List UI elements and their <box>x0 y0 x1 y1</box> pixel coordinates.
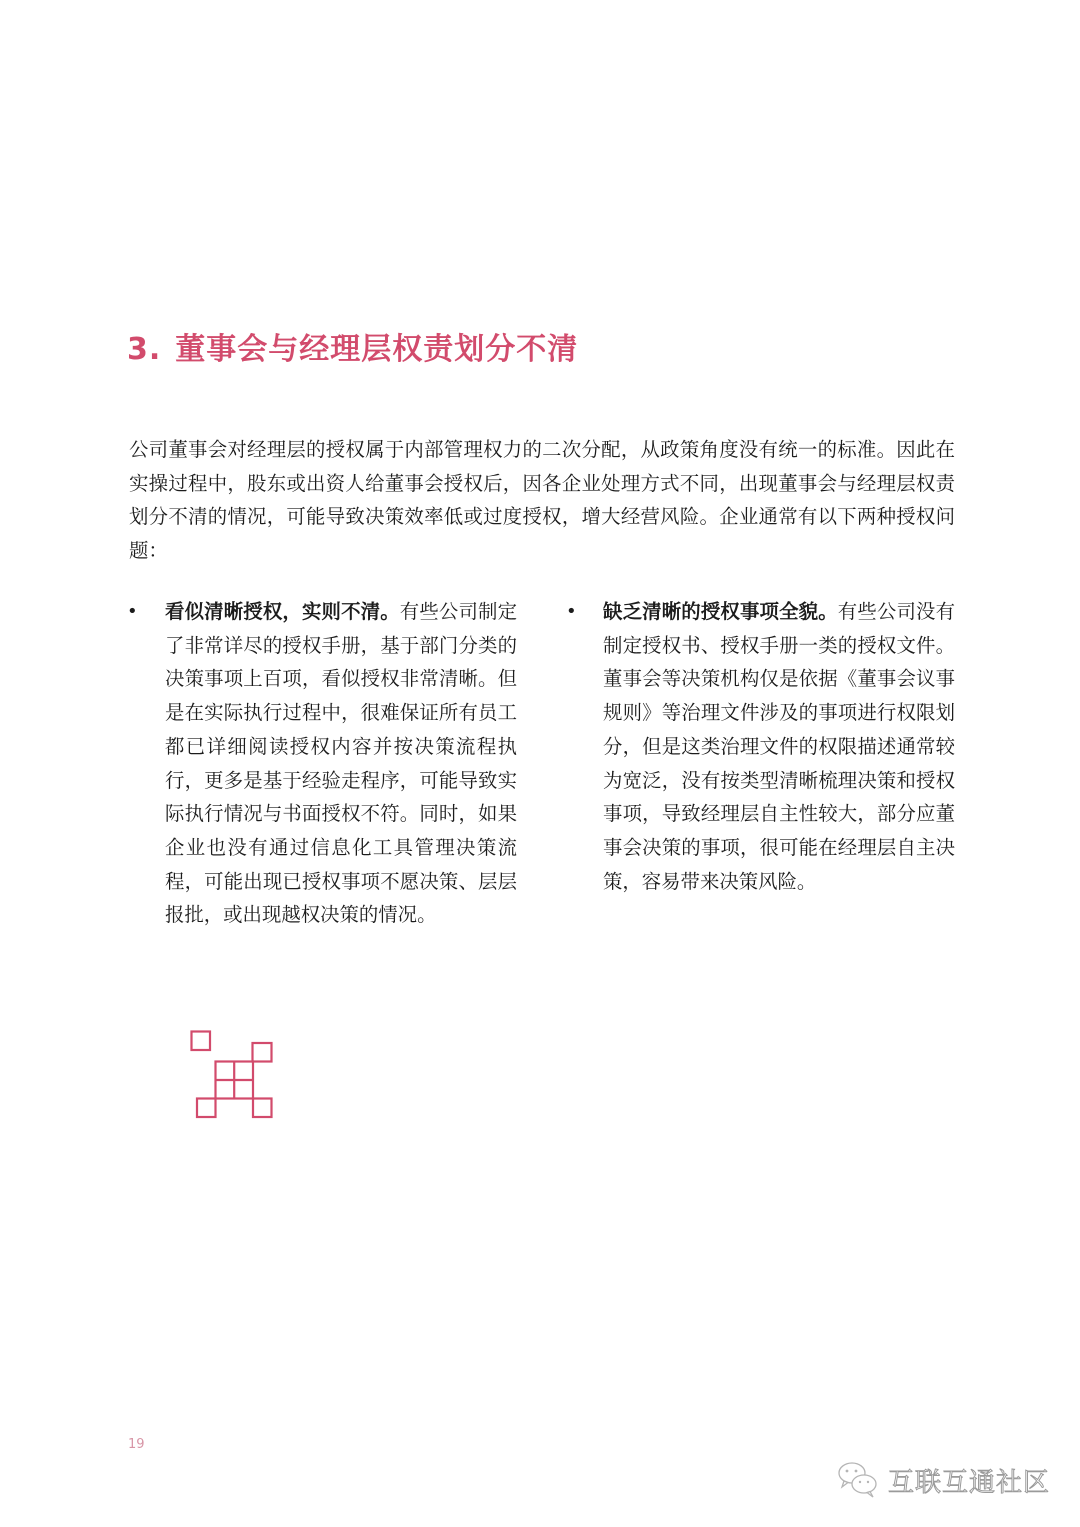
bullet-marker: • <box>566 601 577 622</box>
bullet-text: 有些公司制定了非常详尽的授权手册，基于部门分类的决策事项上百项，看似授权非常清晰。但是在实际执行过程中，很难保证所有员工都已详细阅读授权内容并按决策流程执行，更多是基于经验走程序，可能导致实际执行情况与书面授权不符。同时，如果企业也没有通过信息化工具管理决策流程，可能出现已授权事项不愿决策、层层报批，或出现越权决策的情况。 <box>165 600 518 927</box>
bullet-text: 有些公司没有制定授权书、授权手册一类的授权文件。董事会等决策机构仅是依据《董事会议事规则》等治理文件涉及的事项进行权限划分，但是这类治理文件的权限描述通常较为宽泛，没有按类型清晰梳理决策和授权事项，导致经理层自主性较大，部分应董事会决策的事项，很可能在经理层自主决策，容易带来决策风险。 <box>603 600 956 893</box>
bullet-item-right <box>603 595 955 898</box>
bullet-lead: 缺乏清晰的授权事项全貌。 <box>603 600 838 623</box>
bullet-marker: • <box>127 601 138 622</box>
section-heading <box>127 324 578 368</box>
section-title: 董事会与经理层权责划分不清 <box>175 332 579 367</box>
watermark <box>836 1458 1050 1502</box>
section-number: 3. <box>127 332 162 367</box>
page-number: 19 <box>128 1437 145 1452</box>
grid-squares-icon <box>180 1020 290 1130</box>
intro-paragraph: 公司董事会对经理层的授权属于内部管理权力的二次分配，从政策角度没有统一的标准。因此在实操过程中，股东或出资人给董事会授权后，因各企业处理方式不同，出现董事会与经理层权责划分不清的情况，可能导致决策效率低或过度授权，增大经营风险。企业通常有以下两种授权问题： <box>129 438 955 562</box>
bullet-item-left <box>165 595 517 932</box>
bullet-lead: 看似清晰授权，实则不清。 <box>165 600 400 623</box>
watermark-text: 互联互通社区 <box>888 1467 1051 1498</box>
wechat-icon <box>836 1460 880 1500</box>
